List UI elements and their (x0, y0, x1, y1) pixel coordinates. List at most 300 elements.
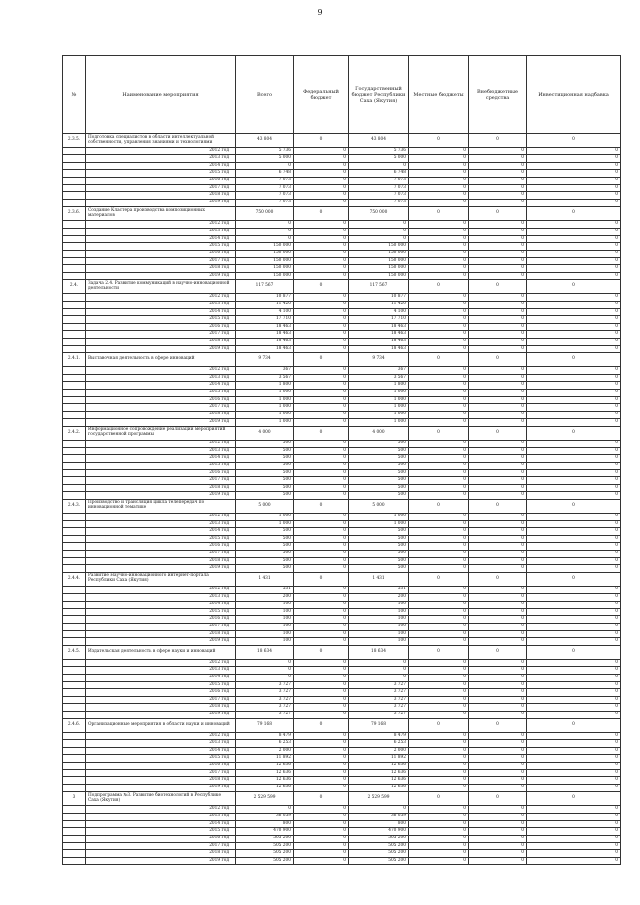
measure-total: 43 804 (236, 134, 294, 148)
year-row (63, 228, 621, 235)
year-total: 100 (236, 638, 294, 645)
measure-total: 117 567 (236, 280, 294, 294)
header-federal: Федеральный бюджет (294, 56, 349, 134)
year-local: 0 (409, 711, 469, 718)
year-total: 500 (236, 535, 294, 542)
measure-state: 43 804 (349, 134, 409, 148)
year-local: 0 (409, 586, 469, 593)
year-total: 18 463 (236, 323, 294, 330)
year-row (63, 601, 621, 608)
empty-cell (63, 177, 86, 184)
year-state: 1 000 (349, 513, 409, 520)
empty-cell (63, 382, 86, 389)
year-local: 0 (409, 820, 469, 827)
year-label: 2012 год (86, 294, 236, 301)
year-investment: 0 (527, 404, 621, 411)
year-row (63, 769, 621, 776)
empty-cell (63, 777, 86, 784)
year-local: 0 (409, 462, 469, 469)
year-total: 0 (236, 659, 294, 666)
year-row (63, 740, 621, 747)
year-row (63, 543, 621, 550)
year-federal: 0 (294, 221, 349, 228)
measure-federal: 0 (294, 134, 349, 148)
year-extrabudget: 0 (469, 419, 527, 426)
year-state: 531 (349, 586, 409, 593)
year-extrabudget: 0 (469, 543, 527, 550)
empty-cell (63, 477, 86, 484)
year-investment: 0 (527, 309, 621, 316)
year-row (63, 784, 621, 791)
empty-cell (63, 272, 86, 279)
empty-cell (63, 323, 86, 330)
measure-local: 0 (409, 426, 469, 440)
year-row (63, 843, 621, 850)
year-label: 2017 год (86, 769, 236, 776)
measure-number: 2.3.5. (63, 134, 86, 148)
year-extrabudget: 0 (469, 689, 527, 696)
year-investment: 0 (527, 477, 621, 484)
year-extrabudget: 0 (469, 170, 527, 177)
year-total: 6 748 (236, 170, 294, 177)
year-investment: 0 (527, 586, 621, 593)
year-federal: 0 (294, 543, 349, 550)
year-row (63, 265, 621, 272)
measure-investment: 0 (527, 353, 621, 367)
year-federal: 0 (294, 419, 349, 426)
empty-cell (63, 221, 86, 228)
year-investment: 0 (527, 389, 621, 396)
year-total: 10 877 (236, 294, 294, 301)
measure-name: Подготовка специалистов в области интеллектуальной собственности, управления знаниями и технологиями (86, 134, 236, 148)
year-state: 3 727 (349, 682, 409, 689)
measure-row (63, 353, 621, 367)
year-federal: 0 (294, 733, 349, 740)
year-label: 2018 год (86, 557, 236, 564)
measure-number: 3 (63, 792, 86, 806)
year-label: 2012 год (86, 806, 236, 813)
year-extrabudget: 0 (469, 755, 527, 762)
empty-cell (63, 367, 86, 374)
year-row (63, 638, 621, 645)
year-local: 0 (409, 367, 469, 374)
year-total: 505 200 (236, 850, 294, 857)
measure-local: 0 (409, 353, 469, 367)
year-total: 500 (236, 565, 294, 572)
year-local: 0 (409, 674, 469, 681)
year-state: 12 636 (349, 777, 409, 784)
year-total: 7 073 (236, 199, 294, 206)
year-extrabudget: 0 (469, 199, 527, 206)
year-state: 12 636 (349, 762, 409, 769)
year-local: 0 (409, 755, 469, 762)
year-federal: 0 (294, 769, 349, 776)
year-state: 1 000 (349, 389, 409, 396)
measure-extrabudget: 0 (469, 207, 527, 221)
year-local: 0 (409, 419, 469, 426)
year-extrabudget: 0 (469, 601, 527, 608)
measure-local: 0 (409, 280, 469, 294)
year-state: 8 479 (349, 733, 409, 740)
year-local: 0 (409, 470, 469, 477)
empty-cell (63, 265, 86, 272)
program-funding-table (62, 55, 621, 865)
year-extrabudget: 0 (469, 192, 527, 199)
year-investment: 0 (527, 221, 621, 228)
year-local: 0 (409, 565, 469, 572)
year-total: 7 073 (236, 177, 294, 184)
year-investment: 0 (527, 850, 621, 857)
year-extrabudget: 0 (469, 184, 527, 191)
year-extrabudget: 0 (469, 301, 527, 308)
measure-investment: 0 (527, 280, 621, 294)
measure-state: 18 634 (349, 645, 409, 659)
year-row (63, 659, 621, 666)
empty-cell (63, 769, 86, 776)
year-label: 2014 год (86, 601, 236, 608)
year-total: 12 636 (236, 784, 294, 791)
year-investment: 0 (527, 294, 621, 301)
empty-cell (63, 345, 86, 352)
year-federal: 0 (294, 828, 349, 835)
year-label: 2016 год (86, 177, 236, 184)
year-federal: 0 (294, 382, 349, 389)
measure-local: 0 (409, 792, 469, 806)
measure-name: Развитие Научно-инновационного интернет-портала Республики Саха (Якутия) (86, 572, 236, 586)
year-federal: 0 (294, 228, 349, 235)
year-total: 3 727 (236, 689, 294, 696)
measure-name: Производство и трансляция цикла телепередач по инновационной тематике (86, 499, 236, 513)
measure-extrabudget: 0 (469, 280, 527, 294)
year-row (63, 557, 621, 564)
year-total: 150 000 (236, 243, 294, 250)
year-federal: 0 (294, 850, 349, 857)
year-total: 3 727 (236, 696, 294, 703)
year-extrabudget: 0 (469, 294, 527, 301)
year-row (63, 711, 621, 718)
year-federal: 0 (294, 235, 349, 242)
year-row (63, 338, 621, 345)
year-extrabudget: 0 (469, 747, 527, 754)
year-state: 500 (349, 535, 409, 542)
year-label: 2012 год (86, 221, 236, 228)
year-extrabudget: 0 (469, 265, 527, 272)
year-row (63, 345, 621, 352)
year-state: 18 463 (349, 323, 409, 330)
year-extrabudget: 0 (469, 806, 527, 813)
year-row (63, 323, 621, 330)
year-local: 0 (409, 374, 469, 381)
measure-extrabudget: 0 (469, 353, 527, 367)
year-local: 0 (409, 455, 469, 462)
year-investment: 0 (527, 345, 621, 352)
year-label: 2015 год (86, 535, 236, 542)
year-label: 2017 год (86, 623, 236, 630)
year-state: 505 200 (349, 843, 409, 850)
year-label: 2014 год (86, 820, 236, 827)
year-label: 2018 год (86, 704, 236, 711)
year-extrabudget: 0 (469, 850, 527, 857)
year-federal: 0 (294, 323, 349, 330)
year-federal: 0 (294, 148, 349, 155)
year-investment: 0 (527, 382, 621, 389)
year-extrabudget: 0 (469, 521, 527, 528)
year-federal: 0 (294, 155, 349, 162)
year-total: 0 (236, 806, 294, 813)
year-extrabudget: 0 (469, 674, 527, 681)
year-federal: 0 (294, 820, 349, 827)
year-label: 2019 год (86, 345, 236, 352)
table-body (63, 134, 621, 865)
year-federal: 0 (294, 594, 349, 601)
year-federal: 0 (294, 389, 349, 396)
empty-cell (63, 294, 86, 301)
year-state: 0 (349, 221, 409, 228)
year-total: 505 200 (236, 835, 294, 842)
measure-name: Задача 2.4. Развитие коммуникаций в научно-инновационной деятельности (86, 280, 236, 294)
year-state: 17 710 (349, 316, 409, 323)
year-local: 0 (409, 806, 469, 813)
year-local: 0 (409, 659, 469, 666)
measure-name: Организационные мероприятия в области науки и инноваций (86, 719, 236, 733)
year-state: 150 000 (349, 265, 409, 272)
year-label: 2015 год (86, 316, 236, 323)
year-state: 150 000 (349, 243, 409, 250)
year-extrabudget: 0 (469, 374, 527, 381)
empty-cell (63, 733, 86, 740)
year-local: 0 (409, 704, 469, 711)
measure-investment: 0 (527, 792, 621, 806)
measure-row (63, 134, 621, 148)
year-investment: 0 (527, 155, 621, 162)
year-federal: 0 (294, 462, 349, 469)
empty-cell (63, 631, 86, 638)
empty-cell (63, 192, 86, 199)
year-investment: 0 (527, 733, 621, 740)
year-label: 2018 год (86, 484, 236, 491)
year-extrabudget: 0 (469, 704, 527, 711)
empty-cell (63, 155, 86, 162)
year-investment: 0 (527, 170, 621, 177)
year-local: 0 (409, 682, 469, 689)
empty-cell (63, 258, 86, 265)
empty-cell (63, 828, 86, 835)
year-extrabudget: 0 (469, 382, 527, 389)
year-local: 0 (409, 777, 469, 784)
year-state: 0 (349, 806, 409, 813)
year-total: 1 000 (236, 411, 294, 418)
year-investment: 0 (527, 192, 621, 199)
year-label: 2016 год (86, 689, 236, 696)
year-investment: 0 (527, 316, 621, 323)
year-federal: 0 (294, 170, 349, 177)
year-total: 11 420 (236, 301, 294, 308)
year-state: 18 463 (349, 338, 409, 345)
year-row (63, 440, 621, 447)
year-local: 0 (409, 184, 469, 191)
year-total: 500 (236, 447, 294, 454)
year-state: 500 (349, 557, 409, 564)
year-state: 500 (349, 550, 409, 557)
year-investment: 0 (527, 338, 621, 345)
year-label: 2014 год (86, 747, 236, 754)
year-local: 0 (409, 813, 469, 820)
year-extrabudget: 0 (469, 404, 527, 411)
measure-local: 0 (409, 572, 469, 586)
year-investment: 0 (527, 323, 621, 330)
year-local: 0 (409, 733, 469, 740)
year-total: 150 000 (236, 272, 294, 279)
year-state: 100 (349, 631, 409, 638)
year-state: 3 727 (349, 711, 409, 718)
empty-cell (63, 689, 86, 696)
year-investment: 0 (527, 667, 621, 674)
year-row (63, 177, 621, 184)
year-state: 1 000 (349, 521, 409, 528)
year-label: 2019 год (86, 857, 236, 864)
year-total: 500 (236, 477, 294, 484)
year-row (63, 586, 621, 593)
year-label: 2018 год (86, 631, 236, 638)
year-label: 2014 год (86, 455, 236, 462)
year-local: 0 (409, 235, 469, 242)
year-state: 6 748 (349, 170, 409, 177)
year-extrabudget: 0 (469, 440, 527, 447)
year-federal: 0 (294, 447, 349, 454)
year-federal: 0 (294, 396, 349, 403)
year-row (63, 199, 621, 206)
year-local: 0 (409, 177, 469, 184)
year-total: 1 000 (236, 404, 294, 411)
year-row (63, 696, 621, 703)
year-label: 2015 год (86, 755, 236, 762)
empty-cell (63, 243, 86, 250)
year-extrabudget: 0 (469, 843, 527, 850)
year-row (63, 301, 621, 308)
year-total: 6 253 (236, 740, 294, 747)
year-local: 0 (409, 543, 469, 550)
year-row (63, 221, 621, 228)
year-federal: 0 (294, 631, 349, 638)
measure-federal: 0 (294, 353, 349, 367)
year-investment: 0 (527, 199, 621, 206)
year-investment: 0 (527, 682, 621, 689)
year-extrabudget: 0 (469, 447, 527, 454)
year-row (63, 367, 621, 374)
year-local: 0 (409, 447, 469, 454)
empty-cell (63, 301, 86, 308)
year-state: 5 736 (349, 148, 409, 155)
year-extrabudget: 0 (469, 258, 527, 265)
year-state: 500 (349, 440, 409, 447)
measure-state: 4 000 (349, 426, 409, 440)
measure-extrabudget: 0 (469, 792, 527, 806)
year-local: 0 (409, 382, 469, 389)
year-extrabudget: 0 (469, 228, 527, 235)
empty-cell (63, 470, 86, 477)
year-label: 2016 год (86, 543, 236, 550)
year-total: 7 073 (236, 184, 294, 191)
year-local: 0 (409, 747, 469, 754)
empty-cell (63, 316, 86, 323)
measure-name: Информационное сопровождение реализации мероприятий государственной программы (86, 426, 236, 440)
empty-cell (63, 601, 86, 608)
year-label: 2013 год (86, 594, 236, 601)
measure-row (63, 792, 621, 806)
year-federal: 0 (294, 199, 349, 206)
empty-cell (63, 447, 86, 454)
year-local: 0 (409, 616, 469, 623)
measure-total: 18 634 (236, 645, 294, 659)
year-investment: 0 (527, 674, 621, 681)
year-federal: 0 (294, 557, 349, 564)
year-extrabudget: 0 (469, 769, 527, 776)
measure-number: 2.4.2. (63, 426, 86, 440)
year-investment: 0 (527, 455, 621, 462)
year-federal: 0 (294, 513, 349, 520)
year-label: 2019 год (86, 711, 236, 718)
measure-state: 79 168 (349, 719, 409, 733)
year-local: 0 (409, 828, 469, 835)
year-extrabudget: 0 (469, 696, 527, 703)
year-extrabudget: 0 (469, 411, 527, 418)
year-investment: 0 (527, 535, 621, 542)
year-label: 2019 год (86, 784, 236, 791)
measure-row (63, 499, 621, 513)
year-extrabudget: 0 (469, 477, 527, 484)
year-row (63, 535, 621, 542)
year-state: 500 (349, 462, 409, 469)
year-extrabudget: 0 (469, 316, 527, 323)
year-row (63, 462, 621, 469)
year-total: 4 100 (236, 309, 294, 316)
year-federal: 0 (294, 477, 349, 484)
year-investment: 0 (527, 331, 621, 338)
year-investment: 0 (527, 462, 621, 469)
year-label: 2013 год (86, 667, 236, 674)
year-label: 2018 год (86, 850, 236, 857)
year-investment: 0 (527, 565, 621, 572)
year-state: 150 000 (349, 272, 409, 279)
year-state: 36 059 (349, 813, 409, 820)
measure-total: 9 734 (236, 353, 294, 367)
empty-cell (63, 696, 86, 703)
table-header-row (63, 56, 621, 134)
year-federal: 0 (294, 659, 349, 666)
measure-federal: 0 (294, 572, 349, 586)
year-federal: 0 (294, 404, 349, 411)
year-extrabudget: 0 (469, 492, 527, 499)
year-investment: 0 (527, 550, 621, 557)
measure-total: 79 168 (236, 719, 294, 733)
year-local: 0 (409, 857, 469, 864)
year-row (63, 733, 621, 740)
year-row (63, 820, 621, 827)
year-row (63, 528, 621, 535)
measure-total: 2 529 599 (236, 792, 294, 806)
empty-cell (63, 608, 86, 615)
year-investment: 0 (527, 557, 621, 564)
year-label: 2018 год (86, 338, 236, 345)
year-row (63, 667, 621, 674)
year-row (63, 470, 621, 477)
measure-total: 1 431 (236, 572, 294, 586)
year-federal: 0 (294, 521, 349, 528)
year-federal: 0 (294, 806, 349, 813)
year-investment: 0 (527, 250, 621, 257)
year-label: 2016 год (86, 762, 236, 769)
measure-investment: 0 (527, 499, 621, 513)
